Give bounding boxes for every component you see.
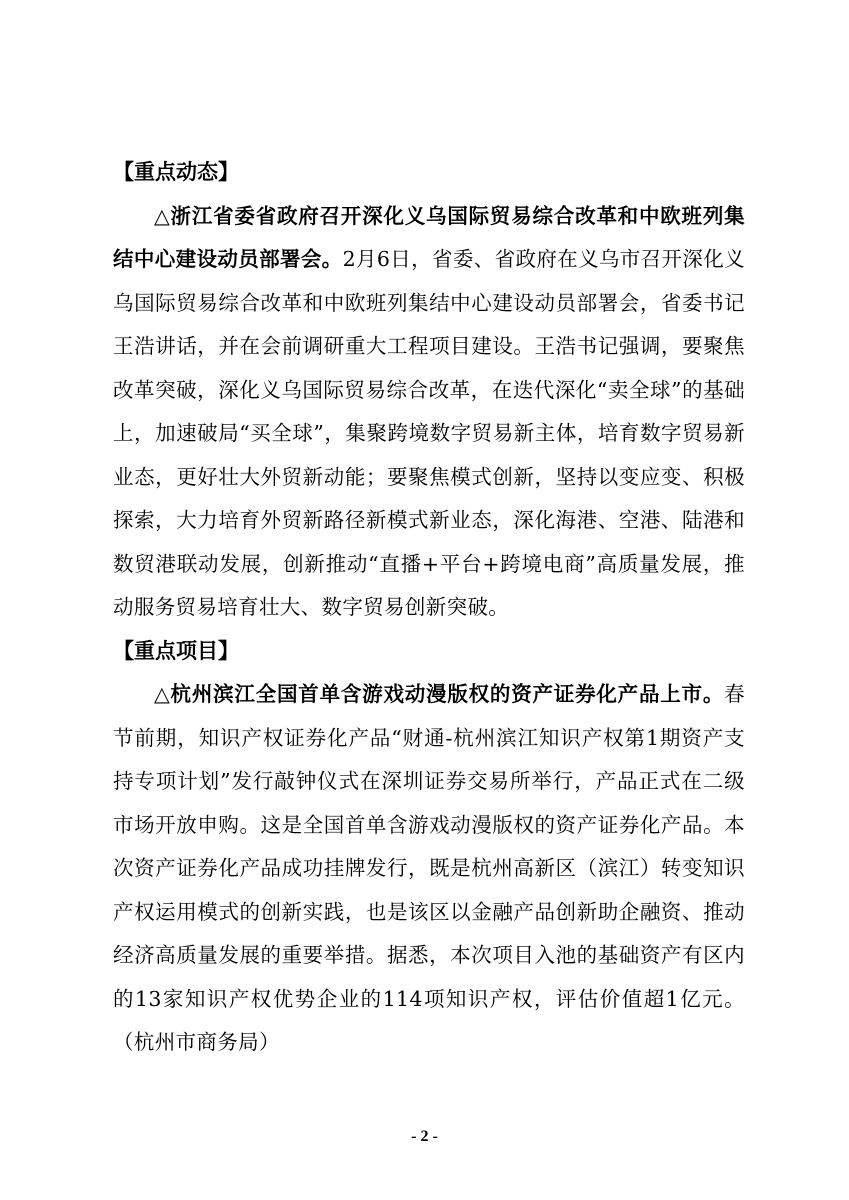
section-heading-key-news: 【重点动态】 [113, 160, 239, 184]
project-lead-title: △杭州滨江全国首单含游戏动漫版权的资产证券化产品上市。 [154, 682, 725, 706]
news-paragraph [113, 195, 745, 630]
section-heading-key-projects: 【重点项目】 [113, 638, 239, 663]
page-content [113, 151, 745, 1065]
project-paragraph [113, 673, 745, 1065]
page-number: - 2 - [411, 1128, 438, 1145]
news-body-text: 2月6日，省委、省政府在义乌市召开深化义乌国际贸易综合改革和中欧班列集结中心建设动员部署会，省委书记王浩讲话，并在会前调研重大工程项目建设。王浩书记强调，要聚焦改革突破，深化义乌国际贸易综合改革，在迭代深化“卖全球”的基础上，加速破局“买全球”，集聚跨境数字贸易新主体，培育数字贸易新业态，更好壮大外贸新动能；要聚焦模式创新，坚持以变应变、积极探索，大力培育外贸新路径新模式新业态，深化海港、空港、陆港和数贸港联动发展，创新推动“直播+平台+跨境电商”高质量发展，推动服务贸易培育壮大、数字贸易创新突破。 [113, 247, 745, 619]
news-lead-title: △浙江省委省政府召开深化义乌国际贸易综合改革和中欧班列集结中心建设动员部署会。 [113, 203, 745, 271]
project-body-text: 春节前期，知识产权证券化产品“财通-杭州滨江知识产权第1期资产支持专项计划”发行敲钟仪式在深圳证券交易所举行，产品正式在二级市场开放申购。这是全国首单含游戏动漫版权的资产证券化产品。本次资产证券化产品成功挂牌发行，既是杭州高新区（滨江）转变知识产权运用模式的创新实践，也是该区以金融产品创新助企融资、推动经济高质量发展的重要举措。据悉，本次项目入池的基础资产有区内的13家知识产权优势企业的114项知识产权，评估价值超1亿元。（杭州市商务局） [113, 682, 745, 1054]
